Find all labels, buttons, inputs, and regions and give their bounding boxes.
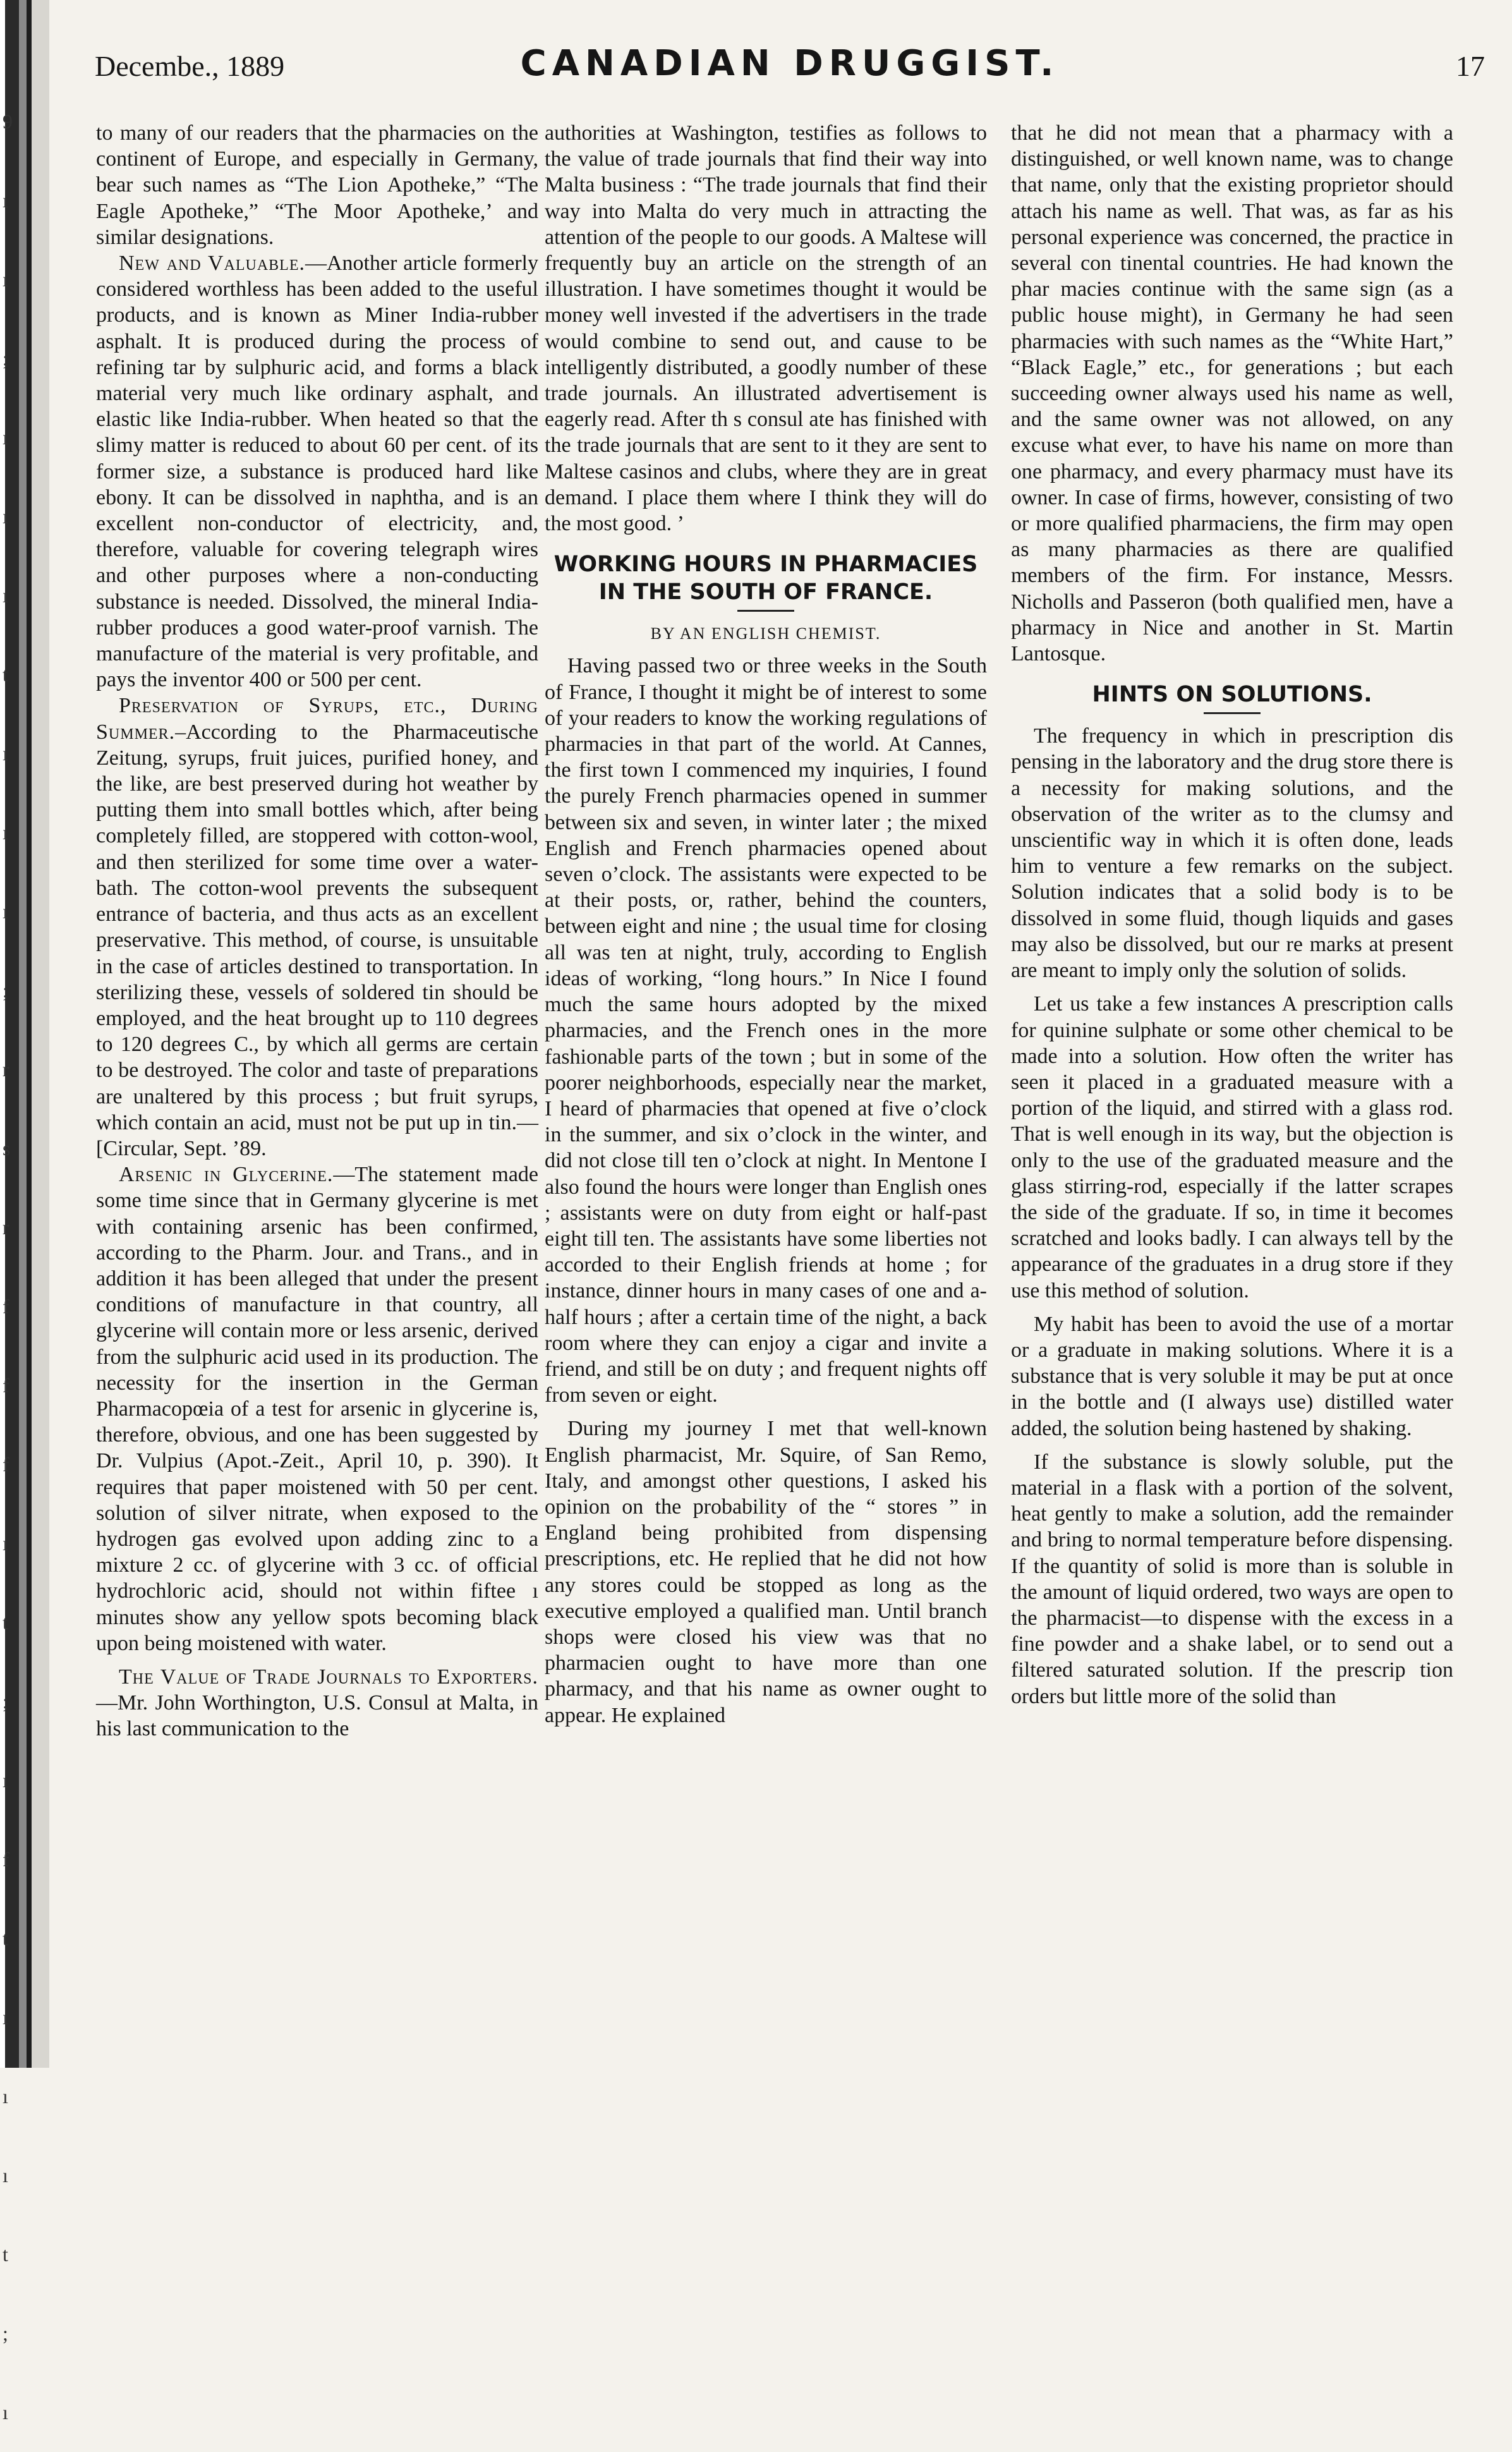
column-3	[1011, 120, 1453, 1709]
col1-paragraph-2-head: New and Valuable.	[119, 252, 305, 276]
col1-paragraph-3	[96, 693, 538, 1162]
col3-paragraph-4: My habit has been to avoid the use of a mortar or a graduate in making solutions. Where it is a substance that is very soluble it may be put at once in the bottle and (I always use) distilled water added, the solution being hastened by shaking.	[1011, 1312, 1453, 1440]
col1-paragraph-2	[96, 250, 538, 693]
col3-paragraph-5: If the substance is slowly soluble, put the material in a flask with a portion of the solvent, heat gently to make a solution, add the remainder and bring to normal temperature before dispensing. If the quantity of solid is more than is soluble in the amount of liquid ordered, two ways are open to the pharmacist—to dispense with the excess in a fine powder and a shake label, or to send out a filtered saturated solution. If the prescrip tion orders but little more of the solid than	[1011, 1450, 1453, 1708]
col1-paragraph-4-body: —The statement made some time since that in Germany glycerine is met with containing arsenic has been confirmed, according to the Pharm. Jour. and Trans., and in addition it has been alleged that under the present conditions of manufacture in that country, all glycerine will contain more or less arsenic, derived from the sulphuric acid used in its production. The necessity for the insertion in the German Pharmacopœia of a test for arsenic in glycerine is, therefore, obvious, and one has been suggested by Dr. Vulpius (Apot.-Zeit., April 10, p. 390). It requires that paper moistened with 50 per cent. solution of silver nitrate, when exposed to the hydrogen gas evolved upon adding zinc to a mixture 2 cc. of glycerine with 3 cc. of official hydrochloric acid, should not within fiftee ı minutes show any yellow spots becoming black upon being moistened with water.	[96, 1163, 538, 1655]
col2-paragraph-1: authorities at Washington, testifies as follows to the value of trade journals that find their way into Malta business : “The trade journals that find their way into Malta do very much in attracting the attention of the people to our goods. A Maltese will frequently buy an article on the strength of an illustration. I have sometimes thought it would be money well invested if the advertisers in the trade would combine to send out, and cause to be intelligently distributed, a goodly number of these trade journals. An illustrated advertisement is eagerly read. After th s consul ate has finished with the trade journals that are sent to it they are sent to Maltese casinos and clubs, where they are in great demand. I place them where I think they will do the most good. ’	[545, 121, 987, 536]
col3-paragraph-1: that he did not mean that a pharmacy with a distinguished, or well known name, was to change that name, only that the existing proprietor should attach his name as well. That was, as far as his personal experience was concerned, the practice in several con tinental countries. He had known the phar macies continue with the same sign (as a public house might), in Germany he had seen pharmacies with such names as the “White Hart,” “Black Eagle,” etc., for generations ; but each succeeding owner always used his name as well, and the same owner was not allowed, on any excuse what ever, to have his name on more than one pharmacy, and every pharmacy must have its owner. In case of firms, however, consisting of two or more qualified pharmaciens, the firm may open as many pharmacies as there are qualified members of the firm. For instance, Messrs. Nicholls and Passeron (both qualified men, have a pharmacy in Nice and another in St. Martin Lantosque.	[1011, 121, 1453, 666]
col3-paragraph-3: Let us take a few instances A prescription calls for quinine sulphate or some other chemical to be made into a solution. How often the writer has seen it placed in a graduated measure with a portion of the liquid, and stirred with a glass rod. That is well enough in its way, but the objection is only to the use of the graduated measure and the glass stirring-rod, especially if the latter scrapes the side of the graduate. If so, in time it becomes scratched and looks badly. I can always tell by the appearance of the graduates in a drug store if they use this method of solution.	[1011, 992, 1453, 1302]
column-2	[545, 120, 987, 1728]
column-1	[96, 120, 538, 1742]
header-date: Decembe., 1889	[95, 50, 285, 82]
col1-paragraph-3-head: Preservation of Syrups, etc., During Summer.	[96, 694, 538, 744]
col1-paragraph-5-body: —Mr. John Worthington, U.S. Consul at Malta, in his last communication to the	[96, 1691, 538, 1741]
col1-paragraph-2-body: —Another article formerly considered worthless has been added to the useful products, and is known as Miner India-rubber asphalt. It is produced during the process of refining tar by sulphuric acid, and forms a black material very much like ordinary asphalt, and elastic like India-rubber. When heated so that the slimy matter is reduced to about 60 per cent. of its former size, a substance is produced hard like ebony. It can be dissolved in naphtha, and is an excellent non-conductor of electricity, and, therefore, valuable for covering telegraph wires and other purposes where a non-conducting substance is needed. Dissolved, the mineral India-rubber produces a good water-proof varnish. The manufacture of the material is very profitable, and pays the inventor 400 or 500 per cent.	[96, 252, 538, 692]
col1-paragraph-4-head: Arsenic in Glycerine.	[119, 1163, 334, 1187]
heading-rule	[737, 610, 794, 612]
article-heading-hints-on-solutions: HINTS ON SOLUTIONS.	[1092, 682, 1372, 708]
page-header	[95, 43, 1485, 94]
heading-rule	[1204, 712, 1261, 714]
col1-paragraph-4	[96, 1162, 538, 1656]
col2-paragraph-3: During my journey I met that well-known English pharmacist, Mr. Squire, of San Remo, Italy, and amongst other questions, I asked his opinion on the probability of the “ stores ” in England being prohibited from dispensing prescriptions, etc. He replied that he did not how any stores could be stopped as long as the executive employed a qualified man. Until branch shops were closed his view was that no pharmacien ought to have more than one pharmacy, and that his name as owner ought to appear. He explained	[545, 1417, 987, 1727]
col2-paragraph-2: Having passed two or three weeks in the South of France, I thought it might be of interest to some of your readers to know the working regulations of pharmacies in that part of the world. At Cannes, the first town I commenced my inquiries, I found the purely French pharmacies opened in summer between six and seven, in winter later ; the mixed English and French pharmacies opened about seven o’clock. The assistants were expected to be at their posts, or, rather, behind the counters, between eight and nine ; the usual time for closing all was ten at night, truly, according to English ideas of working, “long hours.” In Nice I found much the same hours adopted by the mixed pharmacies, and the French ones in the more fashionable parts of the town ; but in some of the poorer neighborhoods, especially near the market, I heard of pharmacies that opened at five o’clock in the summer, and six o’clock in the winter, and did not close till ten o’clock at night. In Mentone I also found the hours were longer than English ones ; assistants were on duty from eight or half-past eight till ten. The assistants have some liberties not accorded to their English friends at home ; for instance, dinner hours in many cases of one and a-half hours ; after a certain time of the night, a back room where they can enjoy a cigar and invite a friend, and still be on duty ; and frequent nights off from seven or eight.	[545, 654, 987, 1407]
col1-paragraph-5	[96, 1664, 538, 1742]
article-byline: BY AN ENGLISH CHEMIST.	[650, 624, 881, 643]
col1-paragraph-5-head: The Value of Trade Journals to Exporters.	[119, 1665, 538, 1689]
margin-marks: 9 ı ı ; ı ı ı t ı ı ı ; r s r f f f ı t ; ı f t ı ı ı t ; ı	[3, 110, 13, 2424]
col1-paragraph-3-body: –According to the Pharmaceutische Zeitung, syrups, fruit juices, purified honey, and the like, are best preserved during hot weather by putting them into small bottles which, after being completely filled, are stoppered with cotton-wool, and then sterilized for some time over a water-bath. The cotton-wool prevents the subsequent entrance of bacteria, and thus acts as an excellent preservative. This method, of course, is unsuitable in the case of articles destined to transportation. In sterilizing these, vessels of soldered tin should be employed, and the heat brought up to 110 degrees to 120 degrees C., by which all germs are certain to be destroyed. The color and taste of preparations are unaltered by this process ; but fruit syrups, which contain an acid, must not be put up in tin.—[Circular, Sept. ’89.	[96, 720, 538, 1160]
col1-paragraph-1: to many of our readers that the pharmacies on the continent of Europe, and especially in Germany, bear such names as “The Lion Apotheke,” “The Eagle Apotheke,” “The Moor Apotheke,’ and similar designations.	[96, 121, 538, 249]
page-number: 17	[1456, 50, 1485, 82]
article-heading-working-hours: WORKING HOURS IN PHARMACIES IN THE SOUTH OF FRANCE.	[553, 552, 978, 605]
journal-title: CANADIAN DRUGGIST.	[520, 43, 1060, 84]
col3-paragraph-2: The frequency in which in prescription dis pensing in the laboratory and the drug store there is a necessity for making solutions, and the observation of the writer as to the clumsy and unscientific way in which it is often done, leads him to venture a few remarks on the subject. Solution indicates that a solid body is to be dissolved in some fluid, though liquids and gases may also be dissolved, but our re marks at present are meant to imply only the solution of solids.	[1011, 724, 1453, 983]
